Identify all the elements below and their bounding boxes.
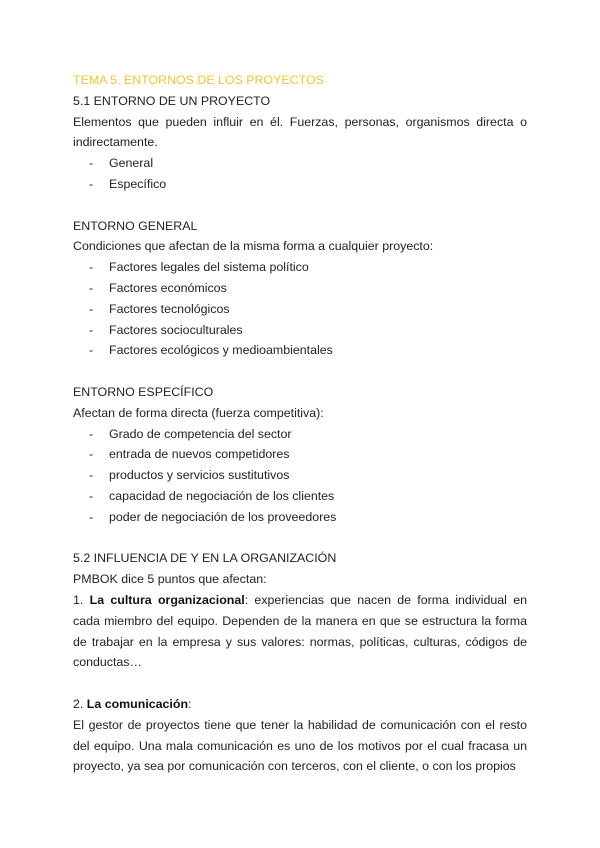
point-2-number: 2. bbox=[73, 696, 84, 711]
list-item: - Factores tecnológicos bbox=[73, 299, 527, 320]
entorno-general-list bbox=[73, 257, 527, 361]
list-item: - productos y servicios sustitutivos bbox=[73, 465, 527, 486]
point-1-text: : experiencias que nacen de forma individual en cada miembro del equipo. Dependen de la manera en que se estructura la forma de trabajar en la empresa y sus valores: normas, políticas, culturas, códigos de conductas… bbox=[73, 592, 527, 670]
list-item: - Factores ecológicos y medioambientales bbox=[73, 340, 527, 361]
spacer bbox=[73, 361, 527, 382]
section-5-1-text: Elementos que pueden influir en él. Fuerzas, personas, organismos directa o indirectamente. bbox=[73, 114, 527, 150]
section-5-2-text: PMBOK dice 5 puntos que afectan: bbox=[73, 572, 267, 587]
list-item: - capacidad de negociación de los clientes bbox=[73, 486, 527, 507]
point-2-label: La comunicación bbox=[86, 696, 189, 711]
document-title: TEMA 5. ENTORNOS DE LOS PROYECTOS bbox=[73, 73, 324, 87]
document-content bbox=[73, 70, 527, 777]
entorno-especifico-heading: ENTORNO ESPECÍFICO bbox=[73, 384, 214, 399]
entorno-especifico-text: Afectan de forma directa (fuerza competitiva): bbox=[73, 405, 324, 420]
list-item: - Específico bbox=[73, 174, 527, 195]
section-5-1-heading: 5.1 ENTORNO DE UN PROYECTO bbox=[73, 93, 271, 108]
spacer bbox=[73, 673, 527, 694]
list-item: - Factores económicos bbox=[73, 278, 527, 299]
entorno-general-heading: ENTORNO GENERAL bbox=[73, 218, 198, 233]
list-item: - poder de negociación de los proveedores bbox=[73, 507, 527, 528]
point-1-label: La cultura organizacional bbox=[89, 592, 245, 607]
point-1-number: 1. bbox=[73, 592, 84, 607]
spacer bbox=[73, 195, 527, 216]
list-item: - Factores legales del sistema político bbox=[73, 257, 527, 278]
point-2-heading bbox=[73, 694, 527, 715]
point-2-text: El gestor de proyectos tiene que tener la habilidad de comunicación con el resto del equipo. Una mala comunicación es uno de los motivos por el cual fracasa un proyecto, ya sea por comunicación con terceros, con el cliente, o con los propios bbox=[73, 717, 527, 774]
section-5-1-list bbox=[73, 153, 527, 195]
spacer bbox=[73, 528, 527, 549]
point-2-suffix: : bbox=[188, 696, 192, 711]
list-item: - entrada de nuevos competidores bbox=[73, 444, 527, 465]
point-1-paragraph bbox=[73, 590, 527, 673]
entorno-especifico-list bbox=[73, 424, 527, 528]
section-5-2-heading: 5.2 INFLUENCIA DE Y EN LA ORGANIZACIÓN bbox=[73, 551, 337, 566]
list-item: - Factores socioculturales bbox=[73, 320, 527, 341]
list-item: - Grado de competencia del sector bbox=[73, 424, 527, 445]
entorno-general-text: Condiciones que afectan de la misma forma a cualquier proyecto: bbox=[73, 239, 434, 254]
list-item: - General bbox=[73, 153, 527, 174]
